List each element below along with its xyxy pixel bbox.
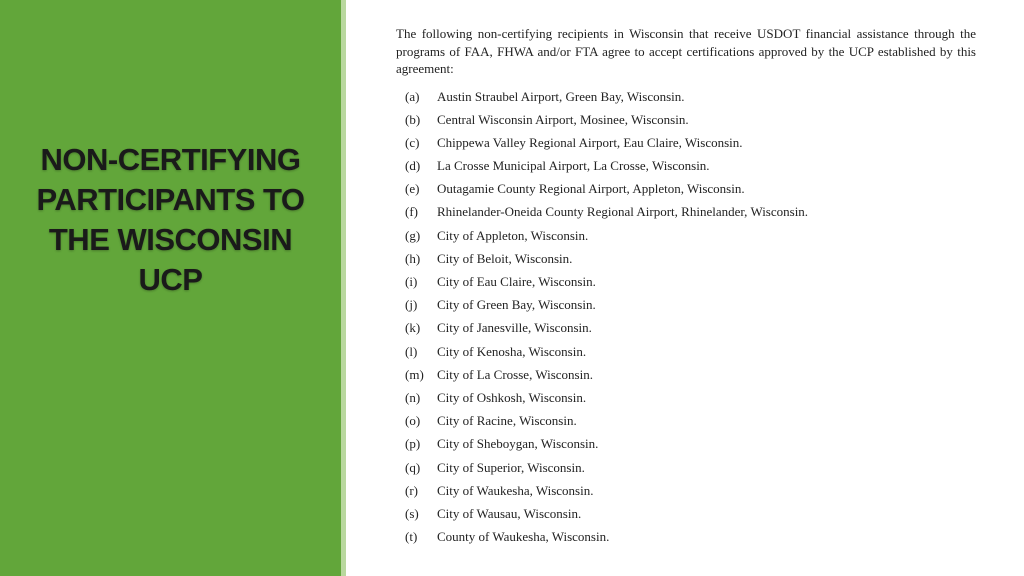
document-excerpt xyxy=(396,25,976,548)
list-item-text: County of Waukesha, Wisconsin. xyxy=(437,529,610,545)
list-item-letter: (o) xyxy=(405,413,421,429)
accent-stripe xyxy=(341,0,346,576)
list-item xyxy=(396,224,976,247)
list-item-letter: (r) xyxy=(405,482,418,498)
title-line: THE WISCONSIN xyxy=(48,222,293,257)
list-item-text: Rhinelander-Oneida County Regional Airport, Rhinelander, Wisconsin. xyxy=(437,204,809,220)
list-item-letter: (a) xyxy=(405,88,420,104)
list-item-text: City of La Crosse, Wisconsin. xyxy=(437,366,593,382)
title-line: NON-CERTIFYING xyxy=(40,142,301,177)
list-item xyxy=(396,200,976,223)
list-item-letter: (g) xyxy=(405,227,421,243)
slide-title xyxy=(18,140,323,300)
list-item xyxy=(396,340,976,363)
list-item xyxy=(396,502,976,525)
list-item-letter: (h) xyxy=(405,250,421,266)
list-item xyxy=(396,247,976,270)
list-item-text: Outagamie County Regional Airport, Appleton, Wisconsin. xyxy=(437,181,745,197)
list-item xyxy=(396,108,976,131)
list-item xyxy=(396,270,976,293)
list-item-letter: (p) xyxy=(405,436,421,452)
list-item xyxy=(396,409,976,432)
list-item xyxy=(396,525,976,548)
list-item-text: City of Superior, Wisconsin. xyxy=(437,459,585,475)
list-item xyxy=(396,363,976,386)
list-item xyxy=(396,293,976,316)
list-item-letter: (k) xyxy=(405,320,421,336)
list-item-letter: (c) xyxy=(405,134,420,150)
list-item xyxy=(396,154,976,177)
list-item-letter: (j) xyxy=(405,297,418,313)
list-item-letter: (f) xyxy=(405,204,418,220)
list-item-text: City of Green Bay, Wisconsin. xyxy=(437,297,596,313)
list-item xyxy=(396,456,976,479)
title-line: UCP xyxy=(138,262,203,297)
list-item-text: Chippewa Valley Regional Airport, Eau Claire, Wisconsin. xyxy=(437,134,743,150)
title-line: PARTICIPANTS TO xyxy=(36,182,305,217)
list-item-text: City of Beloit, Wisconsin. xyxy=(437,250,573,266)
list-item-text: City of Oshkosh, Wisconsin. xyxy=(437,389,587,405)
list-item xyxy=(396,432,976,455)
list-item-letter: (b) xyxy=(405,111,421,127)
list-item-letter: (q) xyxy=(405,459,421,475)
list-item-text: City of Kenosha, Wisconsin. xyxy=(437,343,587,359)
list-item-text: City of Wausau, Wisconsin. xyxy=(437,505,582,521)
list-item xyxy=(396,386,976,409)
list-item xyxy=(396,177,976,200)
list-item xyxy=(396,131,976,154)
list-item-text: Central Wisconsin Airport, Mosinee, Wisconsin. xyxy=(437,111,689,127)
list-item-text: City of Racine, Wisconsin. xyxy=(437,413,577,429)
list-item-text: Austin Straubel Airport, Green Bay, Wisconsin. xyxy=(437,88,685,104)
list-item-letter: (s) xyxy=(405,505,419,521)
list-item-letter: (n) xyxy=(405,389,421,405)
list-item-letter: (m) xyxy=(405,366,424,382)
intro-paragraph: The following non-certifying recipients in Wisconsin that receive USDOT financial assistance through the programs of FAA, FHWA and/or FTA agree to accept certifications approved by the UCP established by this agreement: xyxy=(396,26,976,76)
list-item-letter: (i) xyxy=(405,274,418,289)
list-item xyxy=(396,85,976,108)
list-item-text: City of Waukesha, Wisconsin. xyxy=(437,482,594,498)
list-item-letter: (l) xyxy=(405,343,418,359)
list-item-text: City of Sheboygan, Wisconsin. xyxy=(437,436,599,452)
list-item xyxy=(396,316,976,339)
recipient-list xyxy=(396,85,976,549)
list-item-letter: (d) xyxy=(405,158,421,174)
list-item xyxy=(396,479,976,502)
list-item-text: City of Appleton, Wisconsin. xyxy=(437,227,589,243)
list-item-letter: (t) xyxy=(405,529,418,545)
list-item-text: City of Janesville, Wisconsin. xyxy=(437,320,592,336)
list-item-text: La Crosse Municipal Airport, La Crosse, Wisconsin. xyxy=(437,158,710,174)
list-item-letter: (e) xyxy=(405,181,420,197)
list-item-text: City of Eau Claire, Wisconsin. xyxy=(437,274,596,289)
